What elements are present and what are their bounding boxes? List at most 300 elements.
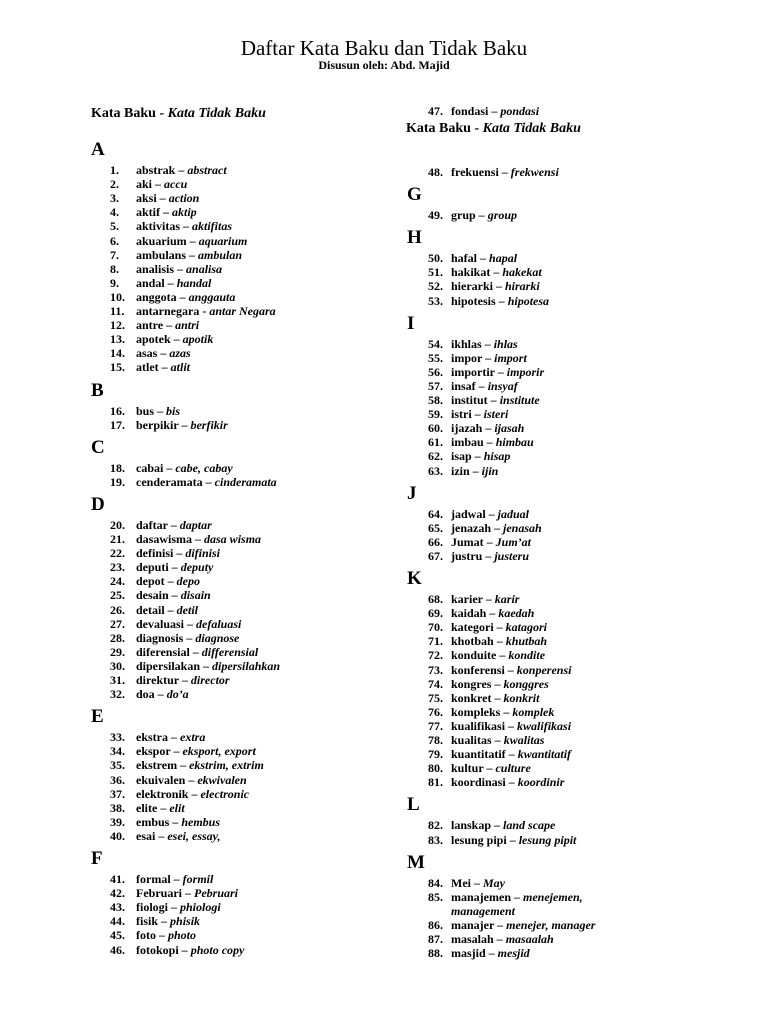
entry-row xyxy=(451,691,539,705)
standard-word: hakikat – xyxy=(451,265,500,280)
nonstandard-word: konggres xyxy=(503,676,549,691)
entry-row xyxy=(451,606,534,620)
standard-word: kualifikasi – xyxy=(451,718,515,733)
entry-row xyxy=(451,549,529,563)
entry-number: 55. xyxy=(428,350,443,365)
nonstandard-word: lesung pipit xyxy=(518,832,577,847)
nonstandard-word: do’a xyxy=(166,687,189,702)
section-letter-i: I xyxy=(407,312,415,334)
nonstandard-word: konperensi xyxy=(516,662,572,677)
entry-row xyxy=(136,234,247,248)
standard-word: analisis – xyxy=(136,261,184,276)
nonstandard-word: hapal xyxy=(489,251,518,266)
nonstandard-word: differensial xyxy=(201,644,259,659)
entry-row xyxy=(136,346,191,360)
entry-row xyxy=(136,574,200,588)
standard-word: masjid – xyxy=(451,946,495,961)
entry-row xyxy=(451,521,542,535)
nonstandard-word: ekstrim, extrim xyxy=(189,758,264,773)
entry-row xyxy=(136,872,213,886)
standard-word: apotek – xyxy=(136,332,180,347)
standard-word: devaluasi – xyxy=(136,616,194,631)
nonstandard-word: aquarium xyxy=(198,233,248,248)
standard-word: berpikir – xyxy=(136,417,188,432)
entry-number: 40. xyxy=(110,828,125,843)
entry-number: 53. xyxy=(428,293,443,308)
entry-number: 12. xyxy=(110,318,125,333)
section-letter-e: E xyxy=(91,706,104,728)
entry-number: 56. xyxy=(428,364,443,379)
entry-number: 28. xyxy=(110,630,125,645)
nonstandard-word: deputy xyxy=(180,560,214,575)
nonstandard-word: electronic xyxy=(200,786,250,801)
standard-word: antarnegara - xyxy=(136,304,207,318)
nonstandard-word: karir xyxy=(494,592,520,606)
standard-word: insaf – xyxy=(451,378,485,393)
nonstandard-word: accu xyxy=(164,177,188,192)
nonstandard-word: import xyxy=(494,350,527,365)
nonstandard-word: hipotesa xyxy=(507,293,550,308)
standard-word: ekstrem – xyxy=(136,758,187,773)
entry-number: 82. xyxy=(428,818,443,833)
entry-row xyxy=(136,588,211,602)
standard-word: bus – xyxy=(136,403,164,418)
entry-row xyxy=(451,663,571,677)
standard-word: elite – xyxy=(136,800,167,815)
standard-word: lesung pipi – xyxy=(451,832,516,847)
entry-number: 70. xyxy=(428,620,443,635)
entry-number: 76. xyxy=(428,704,443,719)
standard-word: direktur – xyxy=(136,673,188,687)
nonstandard-word: elit xyxy=(169,800,185,815)
standard-word: aki – xyxy=(136,177,162,192)
standard-word: hipotesis – xyxy=(451,293,505,308)
nonstandard-word: diagnose xyxy=(195,630,240,645)
standard-word: fisik – xyxy=(136,914,168,929)
nonstandard-word: jenasah xyxy=(503,520,542,535)
nonstandard-word: khutbah xyxy=(505,634,548,649)
entry-row xyxy=(136,177,187,191)
entry-number: 43. xyxy=(110,900,125,915)
nonstandard-word: antar Negara xyxy=(209,304,276,318)
entry-number: 10. xyxy=(110,289,125,304)
entry-number: 15. xyxy=(110,360,125,375)
nonstandard-word: katagori xyxy=(505,620,547,635)
entry-row xyxy=(451,634,547,648)
nonstandard-word: jadual xyxy=(497,506,530,521)
standard-word: izin – xyxy=(451,463,479,478)
nonstandard-word: himbau xyxy=(495,435,534,450)
standard-word: ekspor – xyxy=(136,744,180,759)
entry-number: 7. xyxy=(110,247,119,262)
section-letter-l: L xyxy=(407,794,420,816)
standard-word: konduite – xyxy=(451,648,506,663)
entry-number: 38. xyxy=(110,800,125,815)
entry-row xyxy=(451,337,518,351)
nonstandard-word: justeru xyxy=(494,548,530,563)
entry-number: 29. xyxy=(110,644,125,659)
entry-number: 2. xyxy=(110,177,119,192)
entry-number: 20. xyxy=(110,517,125,532)
entry-number: 33. xyxy=(110,730,125,745)
entry-number: 1. xyxy=(110,163,119,177)
entry-number: 37. xyxy=(110,786,125,801)
entry-number: 75. xyxy=(428,690,443,705)
standard-word: andal – xyxy=(136,275,174,290)
standard-word: dipersilakan – xyxy=(136,658,210,673)
standard-word: karier – xyxy=(451,592,492,606)
standard-word: abstrak – xyxy=(136,163,185,177)
entry-number: 51. xyxy=(428,265,443,280)
section-letter-a: A xyxy=(91,139,105,160)
entry-number: 87. xyxy=(428,932,443,946)
nonstandard-word: detil xyxy=(176,602,198,617)
entry-row xyxy=(451,449,510,463)
nonstandard-word: phiologi xyxy=(180,900,221,915)
nonstandard-word: ijin xyxy=(481,463,499,478)
nonstandard-word: imporir xyxy=(506,364,545,379)
entry-number: 69. xyxy=(428,606,443,621)
entry-number: 49. xyxy=(428,208,443,223)
entry-number: 81. xyxy=(428,775,443,790)
standard-word: detail – xyxy=(136,602,174,617)
entry-row xyxy=(451,648,545,662)
nonstandard-word: Pebruari xyxy=(194,886,239,901)
standard-word: formal – xyxy=(136,872,180,886)
entry-number: 61. xyxy=(428,435,443,450)
nonstandard-word: analisa xyxy=(186,261,223,276)
standard-word: embus – xyxy=(136,814,179,829)
entry-row xyxy=(451,393,540,407)
entry-row xyxy=(136,815,220,829)
entry-row xyxy=(451,251,517,265)
section-letter-f: F xyxy=(91,848,103,869)
standard-word: kultur – xyxy=(451,761,493,776)
nonstandard-word: kwalitas xyxy=(503,733,545,747)
entry-number: 36. xyxy=(110,772,125,787)
entry-row xyxy=(136,461,233,475)
column-header xyxy=(406,121,581,137)
entry-number: 22. xyxy=(110,546,125,561)
entry-number: 8. xyxy=(110,261,119,276)
entry-number: 19. xyxy=(110,474,125,489)
entry-row xyxy=(136,787,249,801)
section-letter-d: D xyxy=(91,493,105,515)
entry-row xyxy=(451,265,542,279)
entry-row xyxy=(451,365,544,379)
entry-number: 63. xyxy=(428,463,443,478)
entry-row xyxy=(451,890,583,904)
nonstandard-word-continued xyxy=(451,904,515,918)
nonstandard-word: culture xyxy=(495,761,531,776)
standard-word: kaidah – xyxy=(451,606,496,621)
entry-number: 39. xyxy=(110,814,125,829)
standard-word: doa – xyxy=(136,687,164,702)
entry-row xyxy=(451,104,539,118)
standard-word: esai – xyxy=(136,828,165,843)
entry-row xyxy=(136,645,258,659)
entry-number: 59. xyxy=(428,407,443,422)
standard-word: istri – xyxy=(451,407,481,422)
nonstandard-word: koordinir xyxy=(517,775,565,790)
nonstandard-word: ihlas xyxy=(493,336,518,351)
nonstandard-word: action xyxy=(168,191,200,206)
entry-row xyxy=(136,276,211,290)
entry-number: 78. xyxy=(428,733,443,747)
entry-number: 14. xyxy=(110,346,125,361)
entry-row xyxy=(451,464,498,478)
entry-number: 66. xyxy=(428,534,443,549)
entry-row xyxy=(451,407,508,421)
section-letter-g: G xyxy=(407,184,422,206)
entry-number: 60. xyxy=(428,421,443,436)
column-header-tidak-baku: Kata Tidak Baku xyxy=(479,121,581,136)
entry-row xyxy=(136,418,228,432)
entry-number: 68. xyxy=(428,592,443,606)
entry-number: 34. xyxy=(110,744,125,759)
page-title: Daftar Kata Baku dan Tidak Baku xyxy=(240,36,528,60)
entry-row xyxy=(136,687,189,701)
standard-word: grup – xyxy=(451,208,485,223)
entry-number: 84. xyxy=(428,875,443,890)
standard-word: importir – xyxy=(451,364,504,379)
standard-word: manajer – xyxy=(451,917,504,932)
standard-word: aktif – xyxy=(136,205,169,220)
entry-number: 52. xyxy=(428,279,443,294)
entry-number: 23. xyxy=(110,560,125,575)
nonstandard-word: aktifitas xyxy=(192,219,233,234)
nonstandard-word: abstract xyxy=(187,163,227,177)
standard-word: khotbah – xyxy=(451,634,503,649)
entry-row xyxy=(136,617,241,631)
entry-number: 85. xyxy=(428,889,443,904)
entry-row xyxy=(451,761,531,775)
standard-word: konferensi – xyxy=(451,662,514,677)
column-header xyxy=(91,106,266,122)
entry-number: 45. xyxy=(110,928,125,943)
standard-word: lanskap – xyxy=(451,818,501,833)
entry-number: 42. xyxy=(110,886,125,901)
entry-row xyxy=(136,900,221,914)
entry-number: 27. xyxy=(110,616,125,631)
entry-number: 9. xyxy=(110,275,119,290)
nonstandard-word: hisap xyxy=(483,449,511,464)
section-letter-h: H xyxy=(407,227,422,249)
entry-number: 83. xyxy=(428,832,443,847)
standard-word: elektronik – xyxy=(136,786,198,801)
entry-number: 16. xyxy=(110,403,125,418)
entry-number: 50. xyxy=(428,251,443,266)
entry-row xyxy=(451,775,564,789)
entry-row xyxy=(136,475,277,489)
standard-word: hafal – xyxy=(451,251,487,266)
column-header-tidak-baku: Kata Tidak Baku xyxy=(164,106,266,121)
entry-row xyxy=(451,620,547,634)
nonstandard-word: photo xyxy=(168,928,197,943)
nonstandard-word: anggauta xyxy=(188,289,236,304)
entry-number: 3. xyxy=(110,191,119,206)
entry-row xyxy=(451,279,540,293)
standard-word: definisi – xyxy=(136,546,183,561)
standard-word: kategori – xyxy=(451,620,503,635)
nonstandard-word: May xyxy=(483,875,505,890)
standard-word: kuantitatif – xyxy=(451,747,515,762)
entry-number: 46. xyxy=(110,942,125,957)
nonstandard-word: menejemen, xyxy=(523,889,583,904)
entry-number: 13. xyxy=(110,332,125,347)
nonstandard-word: ambulan xyxy=(198,247,243,262)
entry-number: 71. xyxy=(428,634,443,649)
entry-row xyxy=(451,677,549,691)
standard-word: kompleks – xyxy=(451,704,510,719)
entry-row xyxy=(136,205,197,219)
entry-row xyxy=(451,294,549,308)
entry-number: 62. xyxy=(428,449,443,464)
entry-row xyxy=(136,191,199,205)
nonstandard-word: mesjid xyxy=(497,946,530,961)
entry-number: 4. xyxy=(110,205,119,220)
nonstandard-word: depo xyxy=(176,574,200,589)
entry-number: 47. xyxy=(428,104,443,118)
entry-number: 44. xyxy=(110,914,125,929)
entry-row xyxy=(451,435,534,449)
entry-number: 24. xyxy=(110,574,125,589)
entry-number: 41. xyxy=(110,872,125,886)
entry-row xyxy=(451,733,544,747)
nonstandard-word: institute xyxy=(499,393,540,407)
entry-number: 77. xyxy=(428,718,443,733)
nonstandard-word: cabe, cabay xyxy=(175,460,233,475)
entry-number: 57. xyxy=(428,378,443,393)
standard-word: aksi – xyxy=(136,191,166,206)
standard-word: diferensial – xyxy=(136,644,199,659)
nonstandard-word: pondasi xyxy=(500,104,540,118)
standard-word: ekstra – xyxy=(136,730,177,745)
standard-word: desain – xyxy=(136,588,178,603)
standard-word: fiologi – xyxy=(136,900,177,915)
nonstandard-word: komplek xyxy=(512,704,555,719)
nonstandard-word: antri xyxy=(175,318,200,333)
entry-number: 80. xyxy=(428,761,443,776)
entry-row xyxy=(136,631,239,645)
entry-number: 21. xyxy=(110,532,125,546)
entry-row xyxy=(136,360,190,374)
entry-number: 31. xyxy=(110,673,125,687)
entry-row xyxy=(136,290,235,304)
entry-number: 86. xyxy=(428,917,443,932)
standard-word: deputi – xyxy=(136,560,178,575)
nonstandard-word: hirarki xyxy=(505,279,540,294)
entry-number: 74. xyxy=(428,676,443,691)
standard-word: atlet – xyxy=(136,360,168,375)
standard-word: asas – xyxy=(136,346,167,361)
entry-row xyxy=(451,705,554,719)
column-header-baku: Kata Baku - xyxy=(406,121,480,136)
entry-row xyxy=(136,673,230,687)
nonstandard-word: konkrit xyxy=(503,690,540,705)
nonstandard-word: atlit xyxy=(170,360,190,375)
entry-row xyxy=(136,560,213,574)
nonstandard-word: daptar xyxy=(179,517,212,532)
entry-row xyxy=(451,379,518,393)
entry-row xyxy=(136,730,205,744)
entry-number: 48. xyxy=(428,165,443,179)
entry-row xyxy=(451,719,571,733)
entry-row xyxy=(451,747,571,761)
section-letter-c: C xyxy=(91,436,105,458)
entry-row xyxy=(451,592,519,606)
nonstandard-word: kwantitatif xyxy=(517,747,572,762)
standard-word: jenazah – xyxy=(451,520,500,535)
standard-word: koordinasi – xyxy=(451,775,515,790)
entry-row xyxy=(451,818,555,832)
nonstandard-word: extra xyxy=(180,730,206,745)
entry-number: 67. xyxy=(428,548,443,563)
entry-row xyxy=(451,946,530,960)
entry-number: 64. xyxy=(428,506,443,521)
nonstandard-word: menejer, manager xyxy=(506,917,596,932)
entry-row xyxy=(451,876,505,890)
entry-row xyxy=(451,535,531,549)
entry-number: 30. xyxy=(110,658,125,673)
nonstandard-word: disain xyxy=(180,588,211,603)
standard-word: kongres – xyxy=(451,676,501,691)
nonstandard-word: difinisi xyxy=(185,546,221,561)
standard-word: aktivitas – xyxy=(136,219,190,234)
standard-word: Februari – xyxy=(136,886,191,901)
entry-number: 65. xyxy=(428,520,443,535)
nonstandard-word: aktip xyxy=(172,205,197,220)
nonstandard-word: azas xyxy=(169,346,191,361)
nonstandard-word: hakekat xyxy=(502,265,542,280)
nonstandard-word: masaalah xyxy=(505,932,554,946)
standard-word: diagnosis – xyxy=(136,630,193,645)
standard-word: anggota – xyxy=(136,289,186,304)
nonstandard-word: ekwivalen xyxy=(197,772,247,787)
nonstandard-word: kondite xyxy=(508,648,546,663)
nonstandard-word: berfikir xyxy=(190,417,228,432)
nonstandard-word: defaluasi xyxy=(196,616,242,631)
nonstandard-word: esei, essay, xyxy=(167,828,221,843)
standard-word: kualitas – xyxy=(451,733,501,747)
standard-word: masalah – xyxy=(451,932,503,946)
nonstandard-word: isteri xyxy=(483,407,509,422)
section-letter-k: K xyxy=(407,568,422,589)
entry-row xyxy=(136,914,200,928)
standard-word: Mei – xyxy=(451,875,480,890)
entry-row xyxy=(136,532,261,546)
standard-word: daftar – xyxy=(136,517,177,532)
standard-word: manajemen – xyxy=(451,889,520,904)
standard-word: frekuensi – xyxy=(451,165,508,179)
entry-number: 72. xyxy=(428,648,443,663)
column-header-baku: Kata Baku - xyxy=(91,106,165,121)
entry-row xyxy=(136,404,180,418)
nonstandard-word: land scape xyxy=(503,818,556,833)
entry-row xyxy=(136,801,185,815)
entry-number: 35. xyxy=(110,758,125,773)
entry-number: 88. xyxy=(428,946,443,961)
nonstandard-word: handal xyxy=(176,275,212,290)
entry-row xyxy=(451,165,559,179)
standard-word: justru – xyxy=(451,548,492,563)
entry-row xyxy=(136,262,222,276)
entry-row xyxy=(451,208,517,222)
nonstandard-word: group xyxy=(487,208,518,223)
nonstandard-word: cinderamata xyxy=(214,474,277,489)
entry-row xyxy=(136,332,213,346)
standard-word: impor – xyxy=(451,350,492,365)
